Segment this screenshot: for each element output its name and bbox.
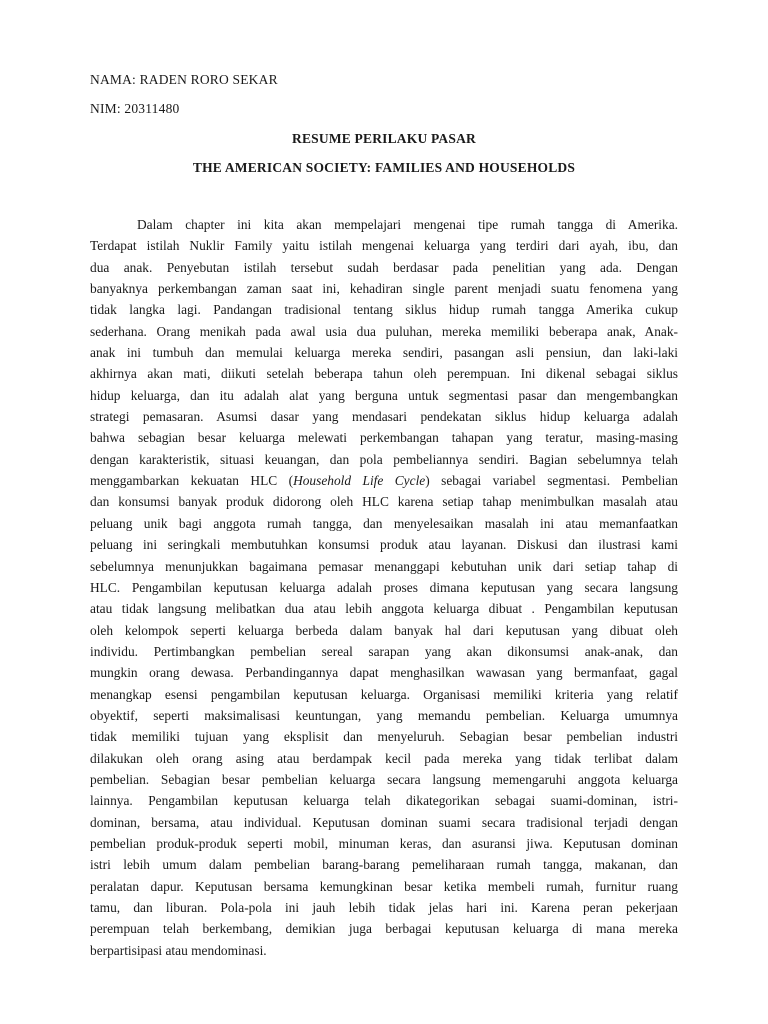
italic-term: Household Life Cycle	[293, 473, 426, 489]
paragraph-line: sebelumnya menunjukkan bagaimana pemasar menanggapi kebutuhan unik dari setiap tahap di	[90, 558, 678, 574]
paragraph-line: dengan karakteristik, situasi keuangan, dan pola pembeliannya sendiri. Bagian sebelumnya telah	[90, 451, 678, 467]
paragraph-line: atau tidak langsung melibatkan dua atau lebih anggota keluarga dibuat . Pengambilan keputusan	[90, 601, 678, 617]
paragraph-line: peralatan dapur. Keputusan bersama kemungkinan besar ketika membeli rumah, furnitur ruang	[90, 878, 678, 894]
line-text: ) sebagai variabel segmentasi. Pembelian	[425, 473, 678, 489]
paragraph-line: peluang unik bagi anggota rumah tangga, dan menyelesaikan masalah ini atau memanfaatkan	[90, 515, 678, 531]
paragraph-line: tamu, dan liburan. Pola-pola ini jauh lebih tidak jelas hari ini. Karena peran pekerjaan	[90, 900, 678, 915]
student-nim: NIM: 20311480	[90, 101, 180, 116]
student-name: NAMA: RADEN RORO SEKAR	[90, 72, 278, 87]
paragraph-line: anak ini tumbuh dan memulai keluarga mereka sendiri, pasangan asli pensiun, dan laki-laki	[90, 345, 678, 361]
paragraph-line: tidak memiliki tujuan yang eksplisit dan menyeluruh. Sebagian besar pembelian industri	[90, 729, 678, 745]
paragraph-line: obyektif, seperti maksimalisasi keuntungan, yang memandu pembelian. Keluarga umumnya	[90, 707, 678, 723]
paragraph-line: dominan, bersama, atau individual. Keputusan dominan suami secara tradisional terjadi dengan	[90, 814, 678, 830]
paragraph-line: dilakukan oleh orang asing atau berdampak kecil pada mereka yang tidak terlibat dalam	[90, 750, 678, 766]
document-subtitle: THE AMERICAN SOCIETY: FAMILIES AND HOUSEHOLDS	[192, 160, 576, 175]
paragraph-line: perempuan telah berkembang, demikian juga berbagai keputusan keluarga di mana mereka	[90, 921, 678, 937]
paragraph-line: Dalam chapter ini kita akan mempelajari mengenai tipe rumah tangga di Amerika.	[137, 217, 678, 232]
paragraph-line: pembelian. Sebagian besar pembelian keluarga secara langsung memengaruhi anggota keluarga	[90, 771, 678, 787]
line-text: menggambarkan kekuatan HLC (	[90, 473, 294, 489]
paragraph-line: lainnya. Pengambilan keputusan keluarga telah dikategorikan sebagai suami-dominan, istri-	[90, 793, 678, 809]
paragraph-line: sederhana. Orang menikah pada awal usia dua puluhan, mereka memiliki beberapa anak, Anak-	[90, 323, 678, 339]
paragraph-line: mungkin orang dewasa. Perbandingannya dapat menghasilkan wawasan yang bermanfaat, gagal	[90, 665, 678, 681]
paragraph-line: peluang ini seringkali membutuhkan konsumsi produk atau layanan. Diskusi dan ilustrasi kami	[90, 537, 678, 553]
paragraph-line: Terdapat istilah Nuklir Family yaitu istilah mengenai keluarga yang terdiri dari ayah, ibu, dan	[90, 238, 678, 254]
paragraph-line: oleh kelompok seperti keluarga berbeda dalam banyak hal dari keputusan yang dibuat oleh	[90, 622, 678, 638]
paragraph-line: banyaknya perkembangan zaman saat ini, kehadiran single parent menjadi suatu fenomena yang	[90, 281, 678, 297]
paragraph-line: individu. Pertimbangkan pembelian sereal sarapan yang akan dikonsumsi anak-anak, dan	[90, 643, 678, 659]
paragraph-line: dan konsumsi banyak produk didorong oleh HLC karena setiap tahap menimbulkan masalah atau	[90, 494, 678, 510]
paragraph-line: akhirnya akan mati, diikuti setelah beberapa tahun oleh perempuan. Ini dikenal sebagai siklus	[90, 366, 678, 382]
paragraph-line: strategi pemasaran. Asumsi dasar yang mendasari pendekatan siklus hidup keluarga adalah	[90, 409, 678, 425]
paragraph-line: hidup keluarga, dan itu adalah alat yang berguna untuk segmentasi pasar dan mengembangkan	[90, 387, 678, 403]
paragraph-line: istri lebih umum dalam pembelian barang-barang pemeliharaan rumah tangga, makanan, dan	[90, 857, 678, 873]
paragraph-line	[90, 470, 678, 491]
document-title: RESUME PERILAKU PASAR	[292, 131, 476, 146]
paragraph-line: tidak langka lagi. Pandangan tradisional tentang siklus hidup rumah tangga Amerika cukup	[90, 302, 678, 318]
paragraph-line: menangkap esensi pengambilan keputusan keluarga. Organisasi memiliki kriteria yang relatif	[90, 686, 678, 702]
paragraph-line: berpartisipasi atau mendominasi.	[90, 942, 267, 958]
body-paragraph	[90, 214, 678, 961]
paragraph-line: pembelian produk-produk seperti mobil, minuman keras, dan asuransi jiwa. Keputusan dominan	[90, 835, 678, 851]
paragraph-line: bahwa sebagian besar keluarga melewati perkembangan tahapan yang teratur, masing-masing	[90, 430, 678, 446]
paragraph-line: HLC. Pengambilan keputusan keluarga adalah proses dimana keputusan yang secara langsung	[90, 579, 678, 595]
paragraph-line: dua anak. Penyebutan istilah tersebut sudah berdasar pada penelitian yang ada. Dengan	[90, 259, 678, 275]
